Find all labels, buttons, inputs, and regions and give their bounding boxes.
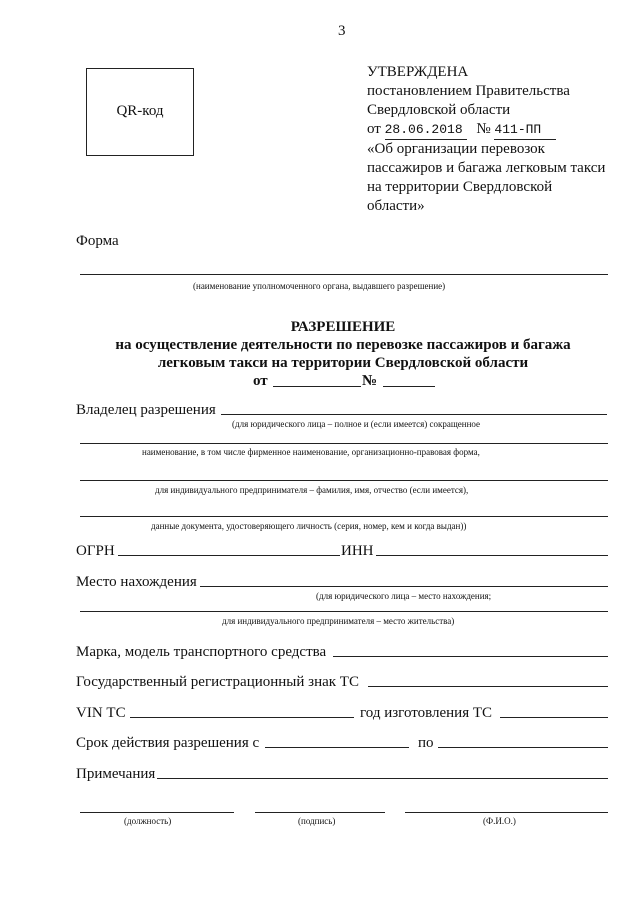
validity-to-label: по bbox=[418, 735, 434, 751]
vehicle-line bbox=[333, 656, 608, 657]
ogrn-line bbox=[118, 555, 340, 556]
qr-code-label: QR-код bbox=[116, 103, 164, 119]
number-prefix: № bbox=[476, 121, 491, 137]
approval-line7: области» bbox=[367, 198, 425, 214]
qr-code-box bbox=[86, 68, 194, 156]
permit-subtitle1: на осуществление деятельности по перевозке пассажиров и багажа bbox=[115, 337, 571, 353]
ogrn-label: ОГРН bbox=[76, 543, 115, 559]
plate-line bbox=[368, 686, 608, 687]
fio-line bbox=[405, 812, 608, 813]
location-caption1: (для юридического лица – место нахождения; bbox=[316, 591, 492, 601]
permit-subtitle2: легковым такси на территории Свердловской области bbox=[157, 355, 529, 371]
year-line bbox=[500, 717, 608, 718]
validity-label: Срок действия разрешения с bbox=[76, 735, 260, 751]
page-number: 3 bbox=[338, 23, 346, 39]
signature-line bbox=[255, 812, 385, 813]
approval-title: УТВЕРЖДЕНА bbox=[367, 64, 469, 80]
approval-line4: «Об организации перевозок bbox=[367, 141, 545, 157]
approval-date: 28.06.2018 bbox=[385, 120, 467, 140]
approval-line2: Свердловской области bbox=[367, 102, 511, 118]
owner-line4 bbox=[80, 516, 608, 517]
owner-caption1: (для юридического лица – полное и (если имеется) сокращенное bbox=[232, 419, 481, 429]
position-line bbox=[80, 812, 234, 813]
owner-caption3: для индивидуального предпринимателя – фамилия, имя, отчество (если имеется), bbox=[155, 485, 469, 495]
approval-date-line bbox=[367, 120, 605, 140]
validity-from-line bbox=[265, 747, 409, 748]
signature-caption: (подпись) bbox=[298, 816, 336, 826]
owner-line2 bbox=[80, 443, 608, 444]
location-line2 bbox=[80, 611, 608, 612]
owner-line3 bbox=[80, 480, 608, 481]
approval-line1: постановлением Правительства bbox=[367, 83, 570, 99]
vin-label: VIN ТС bbox=[76, 705, 126, 721]
permit-date-line bbox=[273, 386, 361, 387]
inn-line bbox=[376, 555, 608, 556]
inn-label: ИНН bbox=[341, 543, 374, 559]
validity-to-line bbox=[438, 747, 608, 748]
year-label: год изготовления ТС bbox=[360, 705, 493, 721]
authority-caption: (наименование уполномоченного органа, выдавшего разрешение) bbox=[193, 281, 446, 291]
owner-caption4: данные документа, удостоверяющего личность (серия, номер, кем и когда выдан)) bbox=[151, 521, 467, 531]
vehicle-label: Марка, модель транспортного средства bbox=[76, 644, 327, 660]
fio-caption: (Ф.И.О.) bbox=[483, 816, 516, 826]
approval-line5: пассажиров и багажа легковым такси bbox=[367, 160, 606, 176]
position-caption: (должность) bbox=[124, 816, 172, 826]
approval-number: 411-ПП bbox=[494, 120, 556, 140]
permit-title: РАЗРЕШЕНИЕ bbox=[290, 319, 396, 335]
notes-line bbox=[157, 778, 608, 779]
vin-line bbox=[130, 717, 354, 718]
owner-label: Владелец разрешения bbox=[76, 402, 216, 418]
permit-number-label: № bbox=[362, 373, 378, 389]
approval-block bbox=[367, 63, 605, 216]
owner-caption2: наименование, в том числе фирменное наименование, организационно-правовая форма, bbox=[142, 447, 480, 457]
permit-number-line bbox=[383, 386, 435, 387]
date-prefix: от bbox=[367, 121, 381, 137]
authority-line bbox=[80, 274, 608, 275]
owner-line1 bbox=[221, 414, 607, 415]
permit-from-label: от bbox=[253, 373, 268, 389]
location-label: Место нахождения bbox=[76, 574, 197, 590]
plate-label: Государственный регистрационный знак ТС bbox=[76, 674, 359, 690]
approval-line6: на территории Свердловской bbox=[367, 179, 553, 195]
notes-label: Примечания bbox=[76, 766, 156, 782]
form-label: Форма bbox=[76, 233, 119, 249]
location-line1 bbox=[200, 586, 608, 587]
location-caption2: для индивидуального предпринимателя – место жительства) bbox=[222, 616, 455, 626]
